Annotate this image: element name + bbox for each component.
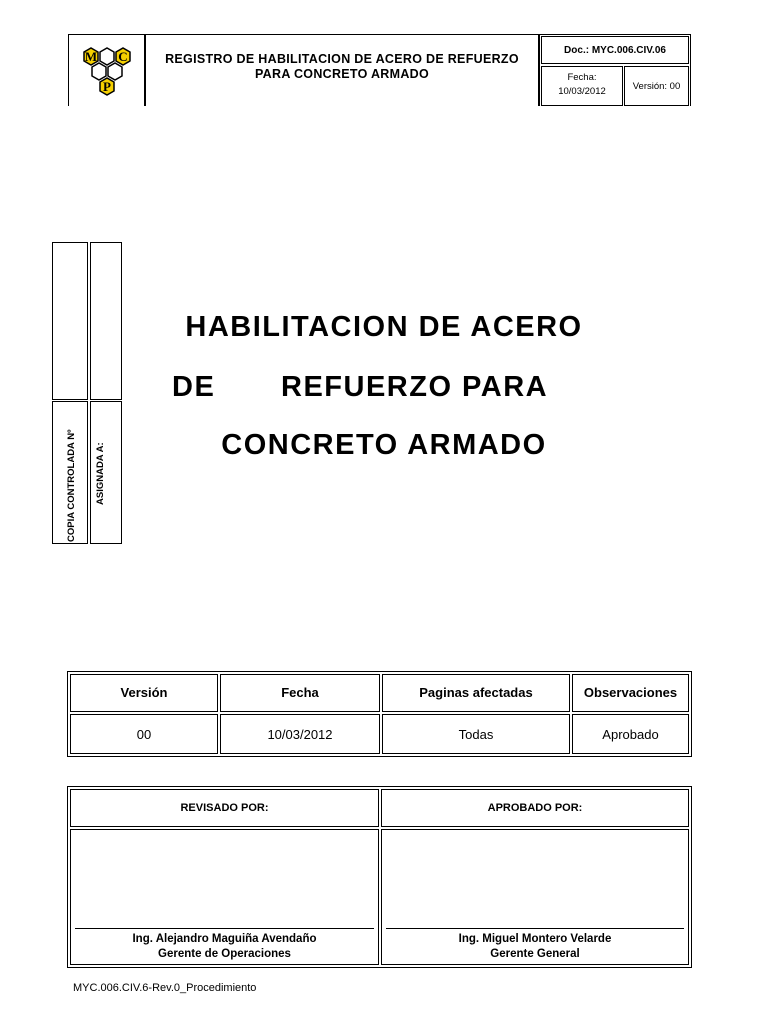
- approval-table: [67, 786, 692, 968]
- main-title-line1: HABILITACION DE ACERO: [185, 311, 583, 343]
- revisado-por-label: REVISADO POR:: [70, 789, 379, 827]
- approval-signature-row: [70, 829, 689, 965]
- main-title-line2a: DE: [172, 371, 216, 403]
- header-version: Versión: 00: [624, 66, 689, 106]
- company-logo: [68, 34, 146, 106]
- header-title-line1: REGISTRO DE HABILITACION DE ACERO DE REFUERZO: [165, 52, 519, 66]
- header-date-label: Fecha:: [567, 72, 597, 83]
- logo-letter-c: C: [118, 49, 128, 64]
- logo-letter-m: M: [84, 49, 98, 64]
- aprobado-name: Ing. Miguel Montero Velarde: [458, 933, 612, 945]
- footer-doc-id: MYC.006.CIV.6-Rev.0_Procedimiento: [73, 982, 257, 994]
- aprobado-signature-cell: [381, 829, 689, 965]
- revisado-name: Ing. Alejandro Maguiña Avendaño: [132, 933, 317, 945]
- col-fecha: Fecha: [220, 674, 380, 712]
- col-observaciones: Observaciones: [572, 674, 689, 712]
- asignada-box: [90, 401, 122, 544]
- main-title-line2b: REFUERZO PARA: [281, 371, 549, 403]
- header-title: [146, 34, 540, 106]
- table-row: [70, 714, 689, 754]
- header-title-line2: PARA CONCRETO ARMADO: [254, 67, 430, 81]
- header-date: [541, 66, 623, 106]
- header-date-value: 10/03/2012: [558, 86, 606, 97]
- cell-observaciones: Aprobado: [572, 714, 689, 754]
- aprobado-role: Gerente General: [490, 948, 580, 960]
- cell-fecha: 10/03/2012: [220, 714, 380, 754]
- revisado-role: Gerente de Operaciones: [158, 948, 291, 960]
- logo-letter-p: P: [103, 79, 111, 94]
- aprobado-por-label: APROBADO POR:: [381, 789, 689, 827]
- asignada-label: ASIGNADA A:: [95, 442, 106, 505]
- cell-version: 00: [70, 714, 218, 754]
- cell-paginas: Todas: [382, 714, 570, 754]
- doc-code: Doc.: MYC.006.CIV.06: [541, 36, 689, 64]
- copia-controlada-label: COPIA CONTROLADA Nº: [66, 429, 77, 542]
- col-version: Versión: [70, 674, 218, 712]
- versions-header-row: [70, 674, 689, 712]
- versions-table: [67, 671, 692, 757]
- approval-header-row: [70, 789, 689, 827]
- mcp-hexagon-logo-icon: [68, 34, 146, 106]
- revisado-signature-line: [75, 928, 374, 964]
- main-title-line3: CONCRETO ARMADO: [221, 429, 547, 461]
- aprobado-signature-line: [386, 928, 684, 964]
- col-paginas: Paginas afectadas: [382, 674, 570, 712]
- copia-box: [52, 401, 88, 544]
- revisado-signature-cell: [70, 829, 379, 965]
